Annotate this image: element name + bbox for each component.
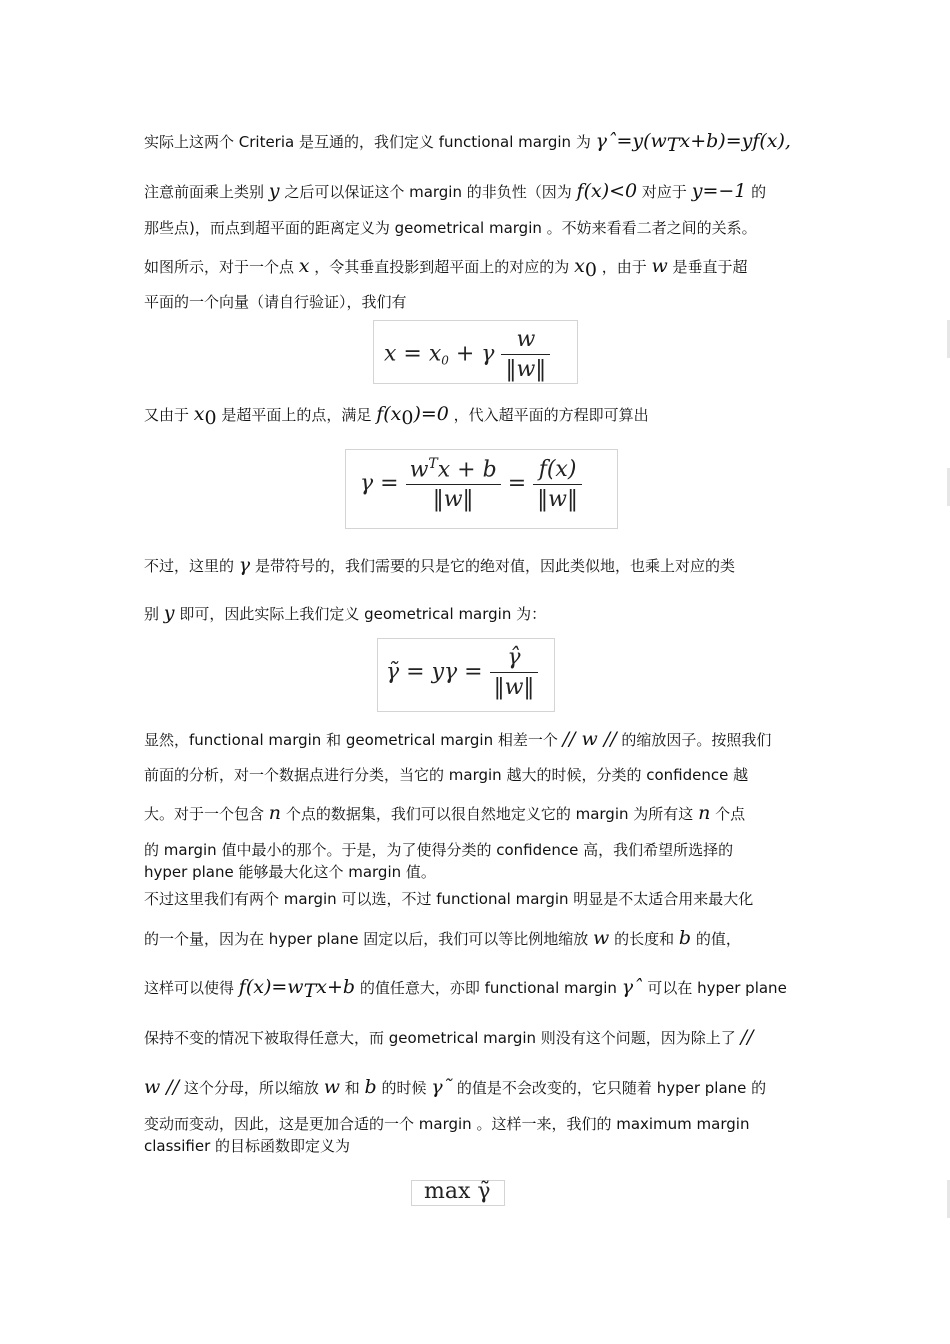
paragraph-line: 别 y 即可，因此实际上我们定义 geometrical margin 为： <box>144 602 547 624</box>
paragraph-line: 不过这里我们有两个 margin 可以选，不过 functional margin 明显是不太适合用来最大化 <box>144 890 754 908</box>
paragraph-line: 的一个量，因为在 hyper plane 固定以后，我们可以等比例地缩放 w 的长度和 b 的值， <box>144 927 741 949</box>
paragraph-line: 注意前面乘上类别 y 之后可以保证这个 margin 的非负性（因为 f(x)<0 对应于 y=−1 的 <box>144 180 767 202</box>
equation-1: $x = x_0 + \gamma$ $\frac{w}{‖w‖}$ <box>384 327 550 382</box>
paragraph-line: 大。对于一个包含 n 个点的数据集，我们可以很自然地定义它的 margin 为所有这 n 个点 <box>144 802 746 824</box>
equation-box <box>373 320 578 384</box>
paragraph-line: 如图所示，对于一个点 x ，令其垂直投影到超平面上的对应的为 $x_0$ ，由于 w 是垂直于超 <box>144 255 748 281</box>
equation-box <box>411 1180 505 1206</box>
paragraph-line: 显然，functional margin 和 geometrical margin 相差一个 // w // 的缩放因子。按照我们 <box>144 728 772 750</box>
paragraph-line: w // 这个分母，所以缩放 w 和 b 的时候 γ˜ 的值是不会改变的，它只随着 hyper plane 的 <box>144 1076 767 1098</box>
paragraph-line: 不过，这里的 γ 是带符号的，我们需要的只是它的绝对值，因此类似地，也乘上对应的类 <box>144 554 735 576</box>
equation-4: max γ̃ <box>424 1179 491 1204</box>
equation-box <box>345 449 618 529</box>
equation-box <box>377 638 555 712</box>
fraction: $\frac{f(x)}{‖w‖}$ <box>533 457 582 512</box>
paragraph-line: 这样可以使得 $f(x)=w_Tx+b$ 的值任意大，亦即 functional margin γˆ 可以在 hyper plane <box>144 976 787 1002</box>
fraction: $\frac{w^Tx + b}{‖w‖}$ <box>406 456 501 512</box>
paragraph-line: 前面的分析，对一个数据点进行分类，当它的 margin 越大的时候，分类的 confidence 越 <box>144 766 749 784</box>
paragraph-line: 那些点)，而点到超平面的距离定义为 geometrical margin 。不妨来看看二者之间的关系。 <box>144 219 757 237</box>
paragraph-line: hyper plane 能够最大化这个 margin 值。 <box>144 863 436 881</box>
fraction: $\frac{w}{‖w‖}$ <box>501 327 550 382</box>
equation-2: γ = $\frac{w^Tx + b}{‖w‖}$ = $\frac{f(x)}{‖w‖}$ <box>360 456 582 512</box>
paragraph-line: 平面的一个向量（请自行验证），我们有 <box>144 293 407 311</box>
paragraph-line: 保持不变的情况下被取得任意大，而 geometrical margin 则没有这个问题，因为除上了 // <box>144 1026 754 1048</box>
fraction: $\frac{\gammâ}{‖w‖}$ <box>490 645 539 700</box>
paragraph-line: 又由于 $x_0$ 是超平面上的点，满足 $f(x_0)=0$ ，代入超平面的方程即可算出 <box>144 403 649 429</box>
paragraph-line: 的 margin 值中最小的那个。于是，为了使得分类的 confidence 高，我们希望所选择的 <box>144 841 734 859</box>
paragraph-line: classifier 的目标函数即定义为 <box>144 1137 351 1155</box>
equation-3: γ̃ = yγ = $\frac{\gammâ}{‖w‖}$ <box>386 645 538 700</box>
paragraph-line: 变动而变动，因此，这是更加合适的一个 margin 。这样一来，我们的 maximum margin <box>144 1115 750 1133</box>
paragraph-line: 实际上这两个 Criteria 是互通的，我们定义 functional margin 为 $\gamma ˆ=y(w_Tx+b)=yf(x)$, <box>144 130 791 156</box>
